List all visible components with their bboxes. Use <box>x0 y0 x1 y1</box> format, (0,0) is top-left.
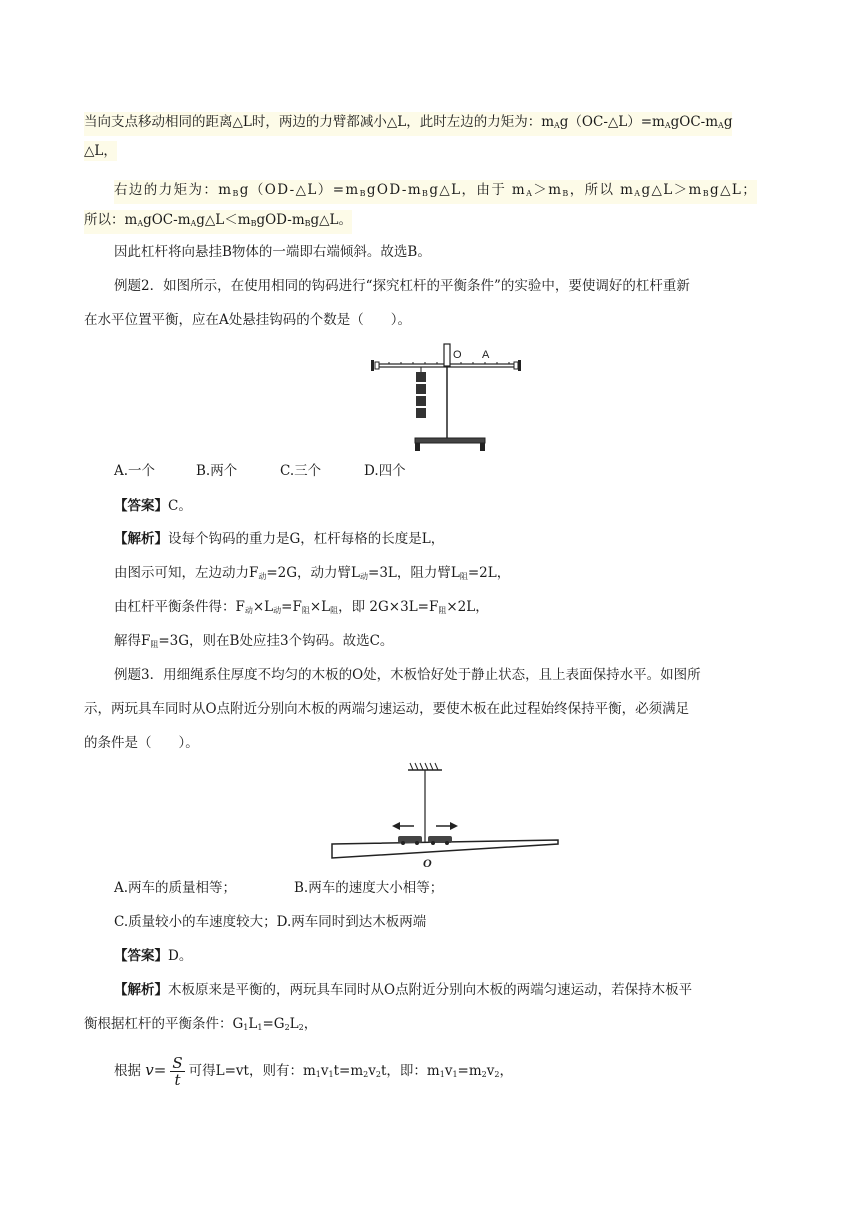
subscript: 阻 <box>459 572 468 581</box>
subscript: A <box>526 189 534 198</box>
text-seg: ×2L， <box>446 599 489 615</box>
base-leg-left <box>415 443 420 451</box>
text-seg: 可得L=vt，则有：m <box>188 1063 316 1079</box>
answer-value: C。 <box>168 498 192 514</box>
text-seg: 由杠杆平衡条件得：F <box>114 599 245 615</box>
left-nut-collar <box>375 362 379 369</box>
text-line-3 <box>114 180 757 204</box>
text-seg: ×L <box>309 599 331 615</box>
label-o: O <box>453 349 462 361</box>
text-seg: v <box>320 1063 329 1079</box>
text-line-1 <box>84 112 732 136</box>
text-seg: g△L。 <box>310 212 353 228</box>
question-2-stem-2 <box>84 310 411 330</box>
question-3-stem-1 <box>114 665 701 685</box>
subscript: 动 <box>360 572 369 581</box>
question-3-analysis-2 <box>84 1014 317 1038</box>
subscript: A <box>718 121 724 130</box>
text-seg: gOD-m <box>366 182 423 198</box>
ceiling-hatch <box>410 763 438 770</box>
question-3-answer <box>114 946 192 966</box>
subscript: B <box>702 189 711 198</box>
text-line-4 <box>84 210 352 234</box>
question-2-options <box>114 461 406 481</box>
question-3-options-row-1 <box>114 878 443 898</box>
option-b[interactable]: B.两车的速度大小相等； <box>294 880 444 896</box>
text-seg: 例题2．如图所示，在使用相同的钩码进行“探究杠杆的平衡条件”的实验中，要使调好的杠杆重新 <box>114 278 690 294</box>
text-seg: g△L＞m <box>641 182 703 198</box>
subscript: B <box>422 189 430 198</box>
text-seg: =3G，则在B处应挂3个钩码。故选C。 <box>158 633 394 649</box>
subscript: 动 <box>244 606 253 615</box>
answer-tag: 【答案】 <box>114 498 168 514</box>
formula-v: v <box>145 1061 154 1079</box>
subscript: 阻 <box>330 606 339 615</box>
text-seg: ， <box>303 1016 318 1032</box>
formula-fraction <box>170 1055 184 1088</box>
subscript: 2 <box>363 1070 369 1079</box>
subscript: 2 <box>375 1070 381 1079</box>
subscript: 阻 <box>301 606 310 615</box>
analysis-tag: 【解析】 <box>114 531 168 547</box>
left-car-wheel <box>401 841 405 845</box>
subscript: 阻 <box>438 606 447 615</box>
subscript: A <box>137 219 144 228</box>
option-d[interactable]: D.四个 <box>364 463 406 479</box>
label-a: A <box>482 349 490 361</box>
subscript: A <box>664 121 671 130</box>
text-seg: v <box>368 1063 376 1079</box>
text-seg: =G <box>262 1016 285 1032</box>
question-2-analysis-3 <box>114 597 489 621</box>
text-seg: gOC-m <box>143 212 191 228</box>
text-seg: 衡根据杠杆的平衡条件：G <box>84 1016 244 1032</box>
text-seg: gOC-m <box>670 114 719 130</box>
question-2-analysis-4 <box>114 631 393 655</box>
text-seg: =2L， <box>467 565 511 581</box>
subscript: B <box>232 189 240 198</box>
text-seg: ，所以 m <box>569 182 635 198</box>
subscript: A <box>190 219 197 228</box>
question-2-analysis-1 <box>114 529 444 549</box>
text-seg: 示，两玩具车同时从O点附近分别向木板的两端匀速运动，要使木板在此过程始终保持平衡，必须满足 <box>84 701 690 717</box>
text-seg: 的条件是（ ）。 <box>84 735 199 751</box>
answer-value: D。 <box>168 948 193 964</box>
text-seg: g△L； <box>710 182 758 198</box>
text-seg: 所以：m <box>84 212 138 228</box>
text-seg: 设每个钩码的重力是G，杠杆每格的长度是L， <box>168 531 445 547</box>
text-seg: 因此杠杆将向悬挂B物体的一端即右端倾斜。故选B。 <box>114 244 431 260</box>
subscript: 1 <box>452 1070 458 1079</box>
text-seg: L <box>289 1016 299 1032</box>
text-seg: 由图示可知，左边动力F <box>114 565 259 581</box>
question-2-analysis-2 <box>114 563 510 587</box>
weight-2 <box>416 384 426 394</box>
text-seg: =3L，阻力臂L <box>368 565 460 581</box>
subscript: 动 <box>273 606 282 615</box>
stand-base <box>415 438 485 443</box>
text-seg: t=m <box>333 1063 364 1079</box>
question-3-analysis-3 <box>114 1052 513 1093</box>
label-o: O <box>423 856 432 870</box>
subscript: 阻 <box>150 640 159 649</box>
right-car-wheel <box>431 841 435 845</box>
subscript: 1 <box>243 1023 249 1032</box>
weight-3 <box>416 396 426 406</box>
text-seg: =2G，动力臂L <box>266 565 361 581</box>
text-seg: =F <box>281 599 302 615</box>
left-car-wheel <box>415 841 419 845</box>
pivot-post <box>444 344 450 366</box>
text-seg: ， <box>499 1063 513 1079</box>
weight-1 <box>416 372 426 382</box>
text-line-2 <box>84 141 117 161</box>
text-seg: =m <box>457 1063 482 1079</box>
weight-4 <box>416 408 426 418</box>
question-2-stem-1 <box>114 276 690 296</box>
text-seg: 例题3．用细绳系住厚度不均匀的木板的O处，木板恰好处于静止状态，且上表面保持水平。如图所 <box>114 667 701 683</box>
text-seg: 木板原来是平衡的，两玩具车同时从O点附近分别向木板的两端匀速运动，若保持木板平 <box>168 982 693 998</box>
text-seg: L <box>248 1016 258 1032</box>
right-arrow-icon <box>450 822 458 830</box>
text-seg: 当向支点移动相同的距离△L时，两边的力臂都减小△L，此时左边的力矩为：m <box>84 114 554 130</box>
text-seg: g <box>723 114 733 130</box>
text-seg: gOD-m <box>256 212 305 228</box>
left-nut <box>371 360 374 371</box>
option-c[interactable]: C.三个 <box>280 463 322 479</box>
option-c[interactable]: C.质量较小的车速度较大； <box>114 914 277 930</box>
text-seg: g△L，由于 m <box>429 182 527 198</box>
text-seg: g△L＜m <box>196 212 251 228</box>
subscript: B <box>562 189 570 198</box>
text-seg: g（OC-△L）=m <box>559 114 665 130</box>
subscript: B <box>359 189 367 198</box>
option-b[interactable]: B.两个 <box>196 463 238 479</box>
text-seg: g（OD-△L）=m <box>239 182 360 198</box>
subscript: 1 <box>315 1070 321 1079</box>
fraction-denominator: t <box>174 1071 181 1089</box>
subscript: 1 <box>439 1070 445 1079</box>
text-seg: 右边的力矩为：m <box>114 182 233 198</box>
left-arrow-icon <box>392 822 400 830</box>
subscript: A <box>554 121 560 130</box>
text-seg: ×L <box>252 599 274 615</box>
text-seg: ＞m <box>533 182 563 198</box>
subscript: 2 <box>494 1070 500 1079</box>
text-seg: ，即 2G×3L=F <box>338 599 439 615</box>
option-a[interactable]: A.一个 <box>114 463 156 479</box>
right-car-wheel <box>445 841 449 845</box>
subscript: 2 <box>284 1023 290 1032</box>
question-3-stem-3 <box>84 733 199 753</box>
subscript: B <box>304 219 311 228</box>
subscript: 1 <box>257 1023 263 1032</box>
right-nut-collar <box>514 362 518 369</box>
fraction-numerator: S <box>172 1054 183 1072</box>
subscript: A <box>634 189 642 198</box>
formula-eq: = <box>153 1061 167 1079</box>
subscript: 动 <box>258 572 267 581</box>
question-3-analysis-1 <box>114 980 692 1000</box>
text-seg: v <box>444 1063 453 1079</box>
question-3-options-row-2 <box>114 912 426 932</box>
text-seg: 根据 <box>114 1063 141 1079</box>
analysis-tag: 【解析】 <box>114 982 168 998</box>
base-leg-right <box>480 443 485 451</box>
text-line-5 <box>114 242 431 262</box>
text-seg: t，即：m <box>380 1063 440 1079</box>
lever-stand-figure <box>365 338 527 454</box>
question-3-stem-2 <box>84 699 689 719</box>
subscript: 1 <box>328 1070 334 1079</box>
subscript: B <box>250 219 257 228</box>
option-a[interactable]: A.两车的质量相等； <box>114 880 237 896</box>
text-seg: v <box>486 1063 495 1079</box>
board-figure <box>330 760 570 870</box>
subscript: 2 <box>298 1023 304 1032</box>
question-2-answer <box>114 496 192 516</box>
text-seg: △L， <box>84 143 117 159</box>
answer-tag: 【答案】 <box>114 948 168 964</box>
text-seg: 在水平位置平衡，应在A处悬挂钩码的个数是（ ）。 <box>84 312 411 328</box>
text-seg: 解得F <box>114 633 151 649</box>
subscript: 2 <box>481 1070 487 1079</box>
option-d[interactable]: D.两车同时到达木板两端 <box>276 914 427 930</box>
